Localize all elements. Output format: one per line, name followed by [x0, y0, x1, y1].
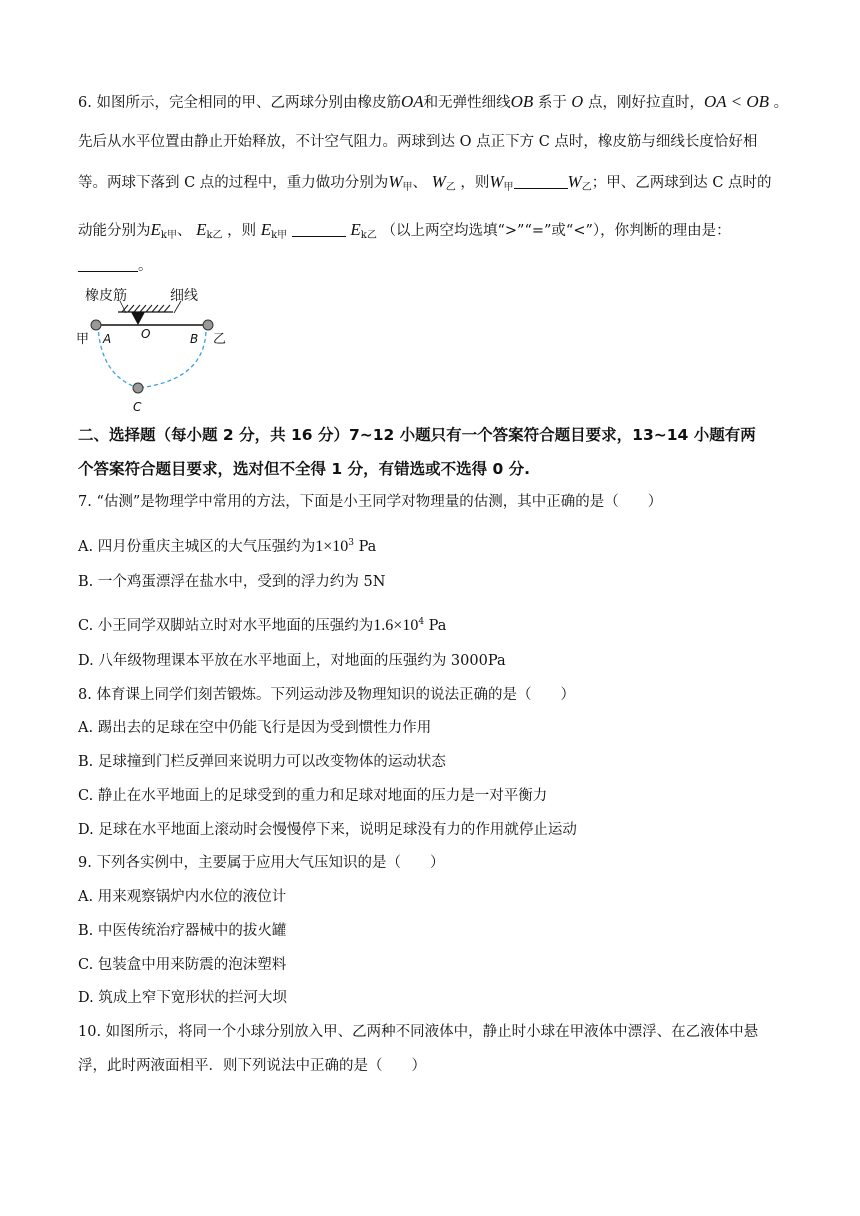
q9-stem: 9. 下列各实例中，主要属于应用大气压知识的是（ ） [78, 855, 445, 871]
q7-option-b: B. 一个鸡蛋漂浮在盐水中，受到的浮力约为 5N [78, 574, 386, 590]
ceiling-hatch [118, 305, 173, 312]
q6-line-3: 等。两球下落到 C 点的过程中，重力做功分别为$W_甲$、 $W_乙$ ，则$W_甲$ $W_乙$；甲、乙两球到达 C 点时的 [78, 172, 772, 193]
section2-heading-2: 个答案符合题目要求，选对但不全得 1 分，有错选或不选得 0 分. [78, 460, 531, 478]
q9-option-a: A. 用来观察锅炉内水位的液位计 [78, 889, 287, 905]
q9-option-d: D. 筑成上窄下宽形状的拦河大坝 [78, 990, 287, 1006]
q7-option-c: C. 小王同学双脚站立时对水平地面的压强约为$1.6\times 10^4$ Pa [78, 617, 447, 634]
ball-yi [203, 320, 213, 330]
ob-symbol: OB [510, 92, 534, 111]
figure-label-b: B [190, 332, 199, 346]
q10-line-2: 浮，此时两液面相平．则下列说法中正确的是（ ） [78, 1058, 426, 1074]
q6-line-5: 。 [78, 256, 153, 276]
q8-option-b: B. 足球撞到门栏反弹回来说明力可以改变物体的运动状态 [78, 754, 446, 770]
q8-option-a: A. 踢出去的足球在空中仍能飞行是因为受到惯性力作用 [78, 720, 432, 736]
q7-option-a: A. 四月份重庆主城区的大气压强约为$1\times 10^3$ Pa [78, 538, 377, 555]
oa-symbol: OA [400, 92, 424, 111]
figure-label-o: O [141, 327, 151, 341]
figure-label-c: C [133, 400, 142, 414]
figure-label-jia: 甲 [76, 332, 90, 347]
figure-label-rubber: 橡皮筋 [85, 288, 127, 304]
figure-label-a: A [103, 332, 112, 346]
q8-option-c: C. 静止在水平地面上的足球受到的重力和足球对地面的压力是一对平衡力 [78, 788, 548, 804]
ball-jia [91, 320, 101, 330]
q7-stem: 7. “估测”是物理学中常用的方法，下面是小王同学对物理量的估测，其中正确的是（ ） [78, 494, 663, 510]
answer-blank-3[interactable] [78, 257, 138, 272]
section2-heading-1: 二、选择题（每小题 2 分，共 16 分）7~12 小题只有一个答案符合题目要求，13~14 小题有两 [78, 426, 756, 444]
q8-option-d: D. 足球在水平地面上滚动时会慢慢停下来，说明足球没有力的作用就停止运动 [78, 822, 577, 838]
figure-label-yi: 乙 [213, 332, 227, 347]
q9-option-b: B. 中医传统治疗器械中的拔火罐 [78, 923, 287, 939]
figure-label-thread: 细线 [170, 288, 198, 304]
q6-line-4: 动能分别为$E_{k甲}$、 $E_{k乙}$ ，则 $E_{k甲}$ $E_{k乙}$ （以上两空均选填“>”“=”或“<”），你判断的理由是： [78, 220, 731, 241]
pivot-point [131, 312, 145, 325]
q10-line-1: 10. 如图所示，将同一个小球分别放入甲、乙两种不同液体中，静止时小球在甲液体中漂浮、在乙液体中悬 [78, 1024, 759, 1040]
q8-stem: 8. 体育课上同学们刻苦锻炼。下列运动涉及物理知识的说法正确的是（ ） [78, 687, 575, 703]
ball-c [133, 383, 143, 393]
q7-option-d: D. 八年级物理课本平放在水平地面上，对地面的压强约为 3000Pa [78, 653, 506, 669]
pendulum-figure [70, 280, 240, 420]
q6-line-2: 先后从水平位置由静止开始释放，不计空气阻力。两球到达 O 点正下方 C 点时，橡皮筋与细线长度恰好相 [78, 134, 758, 150]
q6-line-1: 6. 如图所示，完全相同的甲、乙两球分别由橡皮筋OA和无弹性细线OB 系于 O 点，刚好拉直时，OA < OB 。 [78, 92, 789, 111]
answer-blank-1[interactable] [514, 174, 568, 189]
answer-blank-2[interactable] [292, 222, 346, 237]
length-relation: OA < OB [704, 92, 770, 111]
q9-option-c: C. 包装盒中用来防震的泡沫塑料 [78, 957, 287, 973]
